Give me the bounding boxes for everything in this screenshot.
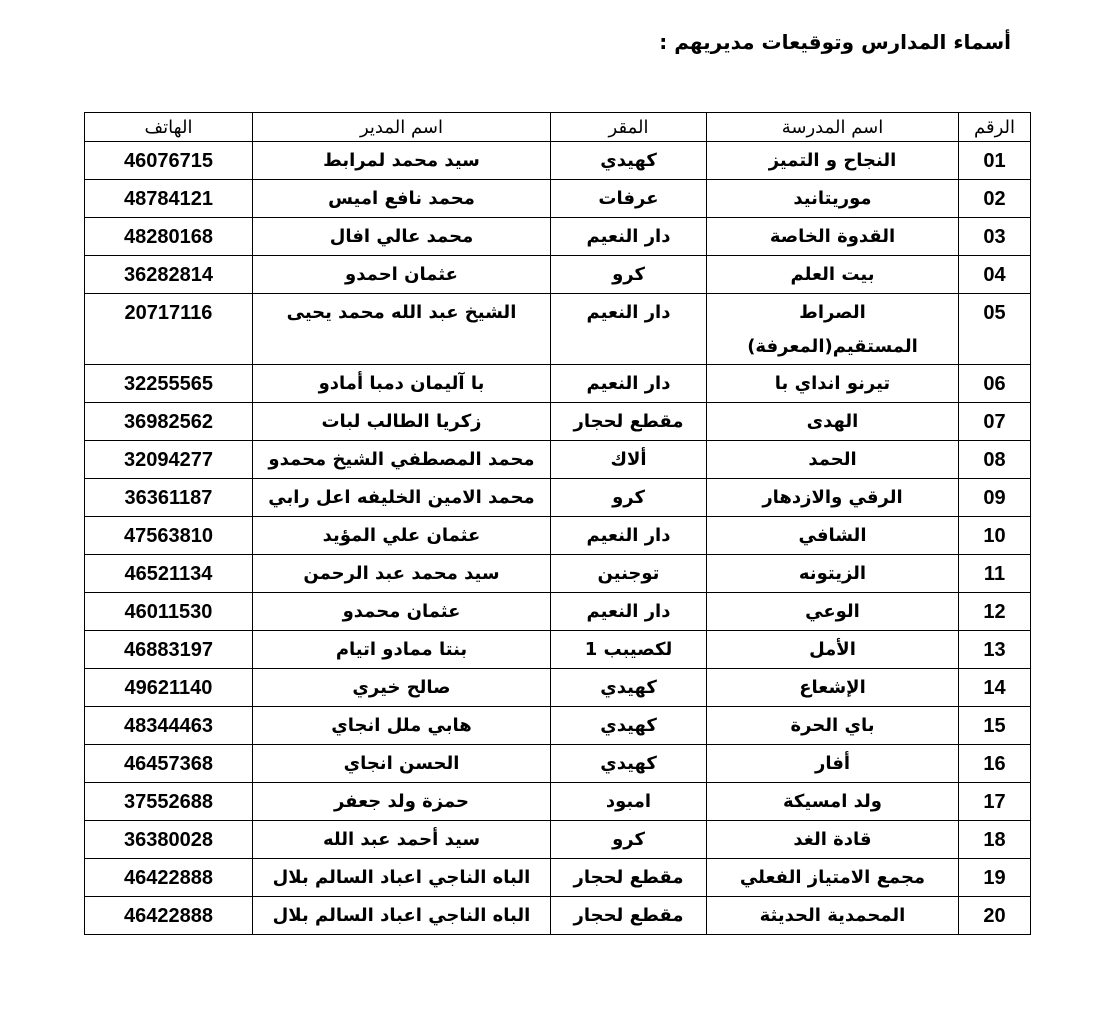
school-name: الزيتونه (707, 555, 959, 593)
row-number: 02 (959, 180, 1031, 218)
table-row (85, 365, 1031, 403)
school-name: الحمد (707, 441, 959, 479)
row-number: 10 (959, 517, 1031, 555)
school-location: كرو (551, 821, 707, 859)
school-name: الأمل (707, 631, 959, 669)
phone-number: 48344463 (85, 707, 253, 745)
school-name: القدوة الخاصة (707, 218, 959, 256)
school-name: قادة الغد (707, 821, 959, 859)
director-name: سيد محمد لمرابط (253, 142, 551, 180)
director-name: صالح خيري (253, 669, 551, 707)
row-number: 14 (959, 669, 1031, 707)
header-location: المقر (551, 113, 707, 142)
director-name: حمزة ولد جعفر (253, 783, 551, 821)
table-header-row (85, 113, 1031, 142)
phone-number: 49621140 (85, 669, 253, 707)
schools-table (84, 112, 1031, 935)
row-number: 11 (959, 555, 1031, 593)
school-location: كهيدي (551, 669, 707, 707)
school-name: ولد امسيكة (707, 783, 959, 821)
header-phone: الهاتف (85, 113, 253, 142)
table-row (85, 707, 1031, 745)
row-number: 08 (959, 441, 1031, 479)
table-row (85, 180, 1031, 218)
school-location: كهيدي (551, 142, 707, 180)
row-number: 09 (959, 479, 1031, 517)
director-name: محمد المصطفي الشيخ محمدو (253, 441, 551, 479)
table-row (85, 897, 1031, 935)
table-row (85, 593, 1031, 631)
school-location: عرفات (551, 180, 707, 218)
phone-number: 46521134 (85, 555, 253, 593)
school-name: تيرنو انداي با (707, 365, 959, 403)
school-location: مقطع لحجار (551, 403, 707, 441)
director-name: با آليمان دمبا أمادو (253, 365, 551, 403)
table-row (85, 256, 1031, 294)
document-title: أسماء المدارس وتوقيعات مديريهم : (659, 30, 1011, 54)
director-name: زكريا الطالب لبات (253, 403, 551, 441)
school-location: مقطع لحجار (551, 859, 707, 897)
header-number: الرقم (959, 113, 1031, 142)
phone-number: 48784121 (85, 180, 253, 218)
phone-number: 36380028 (85, 821, 253, 859)
table-row (85, 479, 1031, 517)
phone-number: 46422888 (85, 897, 253, 935)
table-row (85, 821, 1031, 859)
row-number: 12 (959, 593, 1031, 631)
table-row (85, 441, 1031, 479)
phone-number: 46457368 (85, 745, 253, 783)
school-location: لكصيبب 1 (551, 631, 707, 669)
director-name: سيد محمد عبد الرحمن (253, 555, 551, 593)
table-row (85, 669, 1031, 707)
row-number: 17 (959, 783, 1031, 821)
school-name: أفار (707, 745, 959, 783)
phone-number: 48280168 (85, 218, 253, 256)
phone-number: 37552688 (85, 783, 253, 821)
table-row (85, 555, 1031, 593)
school-name: باي الحرة (707, 707, 959, 745)
school-location: ألاك (551, 441, 707, 479)
phone-number: 36361187 (85, 479, 253, 517)
director-name: محمد الامين الخليفه اعل رابي (253, 479, 551, 517)
school-name: المحمدية الحديثة (707, 897, 959, 935)
director-name: عثمان علي المؤيد (253, 517, 551, 555)
director-name: الباه الناجي اعباد السالم بلال (253, 859, 551, 897)
school-name: بيت العلم (707, 256, 959, 294)
phone-number: 36982562 (85, 403, 253, 441)
row-number: 20 (959, 897, 1031, 935)
school-location: دار النعيم (551, 365, 707, 403)
school-name: الرقي والازدهار (707, 479, 959, 517)
director-name: محمد نافع اميس (253, 180, 551, 218)
school-name: الهدى (707, 403, 959, 441)
row-number: 15 (959, 707, 1031, 745)
school-name: الإشعاع (707, 669, 959, 707)
row-number: 16 (959, 745, 1031, 783)
table-row (85, 218, 1031, 256)
table-row (85, 403, 1031, 441)
table-row (85, 142, 1031, 180)
row-number: 13 (959, 631, 1031, 669)
school-location: دار النعيم (551, 294, 707, 365)
school-name: مجمع الامتياز الفعلي (707, 859, 959, 897)
phone-number: 32094277 (85, 441, 253, 479)
row-number: 05 (959, 294, 1031, 365)
director-name: الباه الناجي اعباد السالم بلال (253, 897, 551, 935)
director-name: الحسن انجاي (253, 745, 551, 783)
school-location: امبود (551, 783, 707, 821)
phone-number: 46422888 (85, 859, 253, 897)
row-number: 18 (959, 821, 1031, 859)
school-location: كهيدي (551, 745, 707, 783)
director-name: محمد عالي افال (253, 218, 551, 256)
director-name: بنتا ممادو اتيام (253, 631, 551, 669)
school-location: مقطع لحجار (551, 897, 707, 935)
row-number: 04 (959, 256, 1031, 294)
row-number: 03 (959, 218, 1031, 256)
school-name: الصراط المستقيم(المعرفة) (707, 294, 959, 365)
header-school-name: اسم المدرسة (707, 113, 959, 142)
table-row (85, 517, 1031, 555)
row-number: 19 (959, 859, 1031, 897)
row-number: 07 (959, 403, 1031, 441)
table-row (85, 859, 1031, 897)
row-number: 01 (959, 142, 1031, 180)
school-location: دار النعيم (551, 517, 707, 555)
director-name: الشيخ عبد الله محمد يحيى (253, 294, 551, 365)
phone-number: 46011530 (85, 593, 253, 631)
phone-number: 20717116 (85, 294, 253, 365)
school-location: توجنين (551, 555, 707, 593)
director-name: هابي ملل انجاي (253, 707, 551, 745)
school-location: كهيدي (551, 707, 707, 745)
director-name: سيد أحمد عبد الله (253, 821, 551, 859)
header-director-name: اسم المدير (253, 113, 551, 142)
director-name: عثمان محمدو (253, 593, 551, 631)
school-location: دار النعيم (551, 218, 707, 256)
school-name: موريتانيد (707, 180, 959, 218)
phone-number: 32255565 (85, 365, 253, 403)
table-row (85, 745, 1031, 783)
school-location: دار النعيم (551, 593, 707, 631)
phone-number: 47563810 (85, 517, 253, 555)
school-name: الشافي (707, 517, 959, 555)
table-row (85, 783, 1031, 821)
table-row (85, 294, 1031, 365)
school-name: النجاح و التميز (707, 142, 959, 180)
row-number: 06 (959, 365, 1031, 403)
director-name: عثمان احمدو (253, 256, 551, 294)
phone-number: 46076715 (85, 142, 253, 180)
phone-number: 36282814 (85, 256, 253, 294)
school-name: الوعي (707, 593, 959, 631)
school-location: كرو (551, 479, 707, 517)
phone-number: 46883197 (85, 631, 253, 669)
school-location: كرو (551, 256, 707, 294)
table-row (85, 631, 1031, 669)
